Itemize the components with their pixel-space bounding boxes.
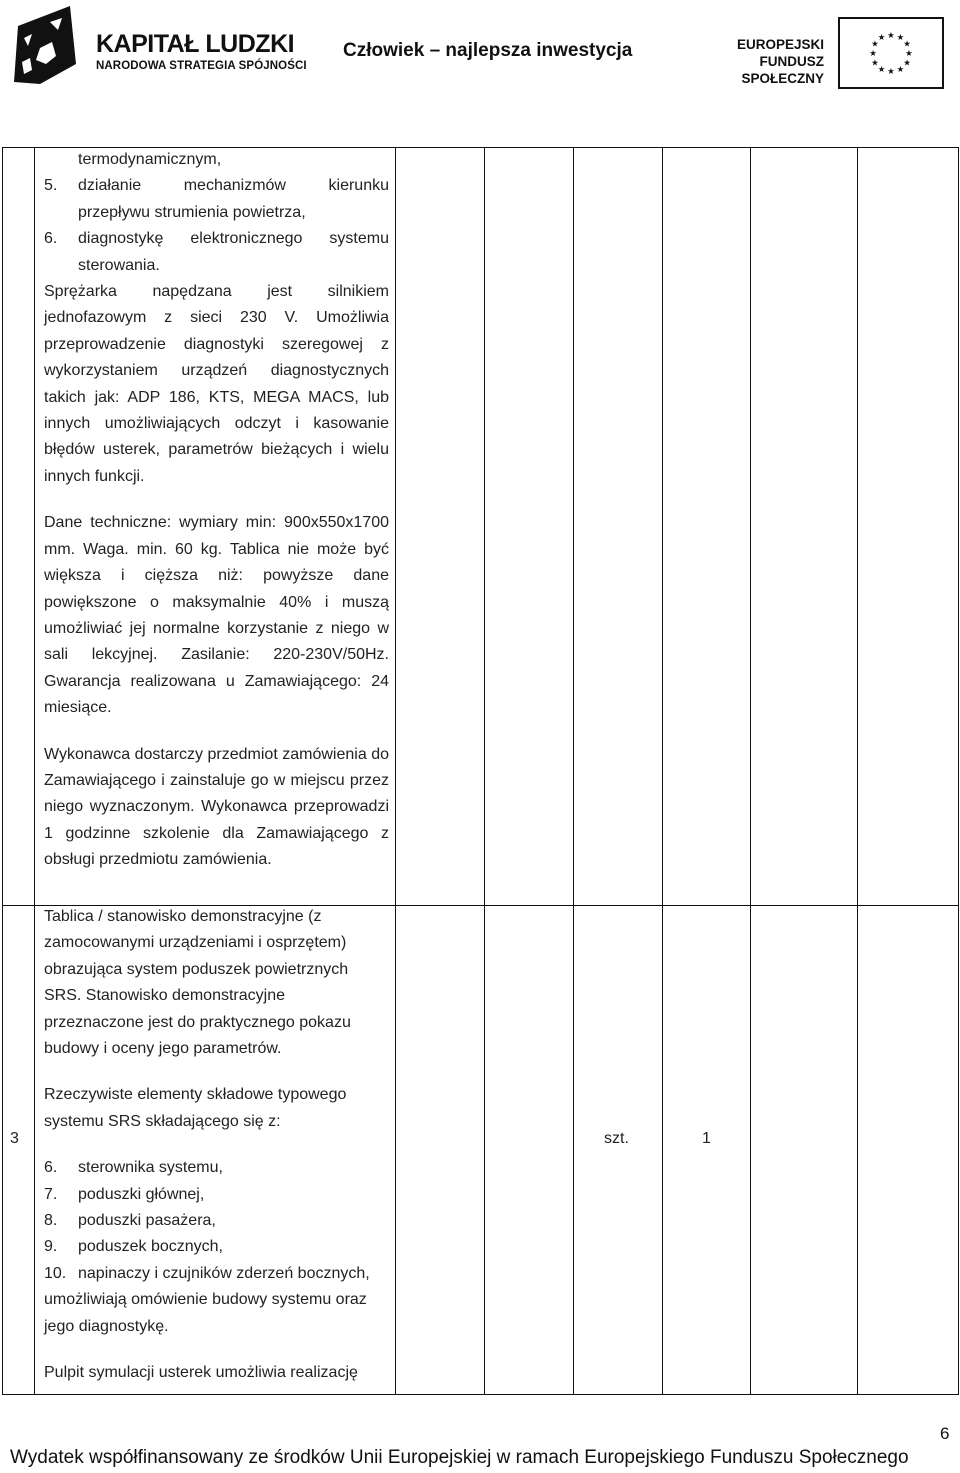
- efs-title-line2: FUNDUSZ SPOŁECZNY: [741, 54, 824, 86]
- list-item-text: działanie mechanizmów kierunku przepływu strumienia powietrza,: [78, 177, 389, 221]
- svg-text:★: ★: [896, 64, 905, 75]
- list-item-number: 6.: [44, 230, 58, 248]
- list-item: [44, 1182, 389, 1208]
- kapital-ludzki-logo-icon: [10, 4, 80, 86]
- list-item-text: sterownika systemu,: [78, 1159, 223, 1177]
- list-item-number: 10.: [44, 1264, 67, 1282]
- svg-text:★: ★: [887, 66, 895, 77]
- svg-text:★: ★: [887, 30, 895, 41]
- description-cell-prev: [44, 147, 389, 874]
- svg-text:★: ★: [903, 39, 911, 50]
- paragraph: Sprężarka napędzana jest silnikiem jednofazowym z sieci 230 V. Umożliwia przeprowadzenie diagnostyki szeregowej z wykorzystaniem urządzeń diagnostycznych takich jak: ADP 186, KTS, MEGA MACS, lub innych umożliwiających odczyt i kasowanie błędów usterek, parametrów bieżących i wielu innych funkcji.: [44, 283, 389, 485]
- row-number: 3: [10, 1130, 19, 1147]
- table-col-divider: [750, 147, 751, 1395]
- svg-text:★: ★: [896, 32, 905, 43]
- list-item: [44, 1261, 389, 1287]
- list-item-text: poduszek bocznych,: [78, 1238, 223, 1256]
- efs-title: [678, 36, 824, 87]
- list-item: [44, 173, 389, 226]
- list-item: [44, 147, 389, 173]
- logo-title: KAPITAŁ LUDZKI: [96, 30, 295, 58]
- list-item-number: 8.: [44, 1212, 58, 1230]
- svg-text:★: ★: [877, 64, 886, 75]
- page-header: [0, 0, 960, 100]
- paragraph: Dane techniczne: wymiary min: 900x550x1700 mm. Waga. min. 60 kg. Tablica nie może być większa i cięższa niż: powyższe dane powiększone o maksymalnie 40% i muszą umożliwiać jej normalne korzystanie z niego w sali lekcyjnej. Zasilanie: 220-230V/50Hz. Gwarancja realizowana u Zamawiającego: 24 miesiące.: [44, 514, 389, 717]
- table-border-right: [958, 147, 959, 1395]
- logo-subtitle: NARODOWA STRATEGIA SPÓJNOŚCI: [96, 60, 307, 72]
- list-item-text: poduszki głównej,: [78, 1185, 205, 1203]
- table-col-divider: [34, 147, 35, 1395]
- svg-text:★: ★: [871, 39, 879, 50]
- table-border-bottom: [2, 1394, 959, 1395]
- list-item: [44, 1208, 389, 1234]
- svg-text:★: ★: [905, 48, 913, 59]
- list-item-number: 5.: [44, 177, 58, 195]
- list-item-text: diagnostykę elektronicznego systemu sterowania.: [78, 230, 389, 274]
- table-col-divider: [484, 147, 485, 1395]
- page-number: 6: [940, 1424, 950, 1443]
- list-item-text: termodynamicznym,: [78, 151, 222, 168]
- svg-text:★: ★: [869, 48, 877, 59]
- list-item: [44, 226, 389, 279]
- list-item-number: [44, 147, 78, 173]
- paragraph: Tablica / stanowisko demonstracyjne (z zamocowanymi urządzeniami i osprzętem) obrazująca system poduszek powietrznych SRS. Stanowisko demonstracyjne przeznaczone jest do praktycznego pokazu budowy i oceny jego parametrów.: [44, 908, 351, 1058]
- table-col-divider: [395, 147, 396, 1395]
- list-item: [44, 1234, 389, 1260]
- list-item-text: poduszki pasażera,: [78, 1212, 216, 1230]
- table-col-divider: [662, 147, 663, 1395]
- list-item-number: 9.: [44, 1238, 58, 1256]
- quantity-cell: 1: [702, 1130, 711, 1147]
- list-item-text: napinaczy i czujników zderzeń bocznych,: [78, 1264, 370, 1282]
- table-border-left: [2, 147, 3, 1395]
- svg-text:★: ★: [871, 58, 879, 69]
- paragraph: Rzeczywiste elementy składowe typowego systemu SRS składającego się z:: [44, 1086, 347, 1130]
- slogan: Człowiek – najlepsza inwestycja: [343, 40, 633, 61]
- list-item-number: 7.: [44, 1185, 58, 1203]
- svg-text:★: ★: [877, 32, 886, 43]
- paragraph: Pulpit symulacji usterek umożliwia realizację: [44, 1364, 358, 1382]
- efs-title-line1: EUROPEJSKI: [736, 37, 824, 52]
- footer-text: Wydatek współfinansowany ze środków Unii Europejskiej w ramach Europejskiego Funduszu Społecznego: [10, 1447, 909, 1468]
- table-col-divider: [857, 147, 858, 1395]
- list-item-number: 6.: [44, 1159, 58, 1177]
- eu-flag-icon: [838, 17, 944, 89]
- svg-text:★: ★: [903, 58, 911, 69]
- description-cell-row3: [44, 904, 389, 1387]
- list-item: [44, 1155, 389, 1181]
- paragraph: umożliwiają omówienie budowy systemu oraz jego diagnostykę.: [44, 1291, 367, 1335]
- unit-cell: szt.: [604, 1130, 629, 1147]
- table-col-divider: [573, 147, 574, 1395]
- paragraph: Wykonawca dostarczy przedmiot zamówienia do Zamawiającego i zainstaluje go w miejscu przez niego wyznaczonym. Wykonawca przeprowadzi 1 godzinne szkolenie dla Zamawiającego z obsługi przedmiotu zamówienia.: [44, 745, 389, 869]
